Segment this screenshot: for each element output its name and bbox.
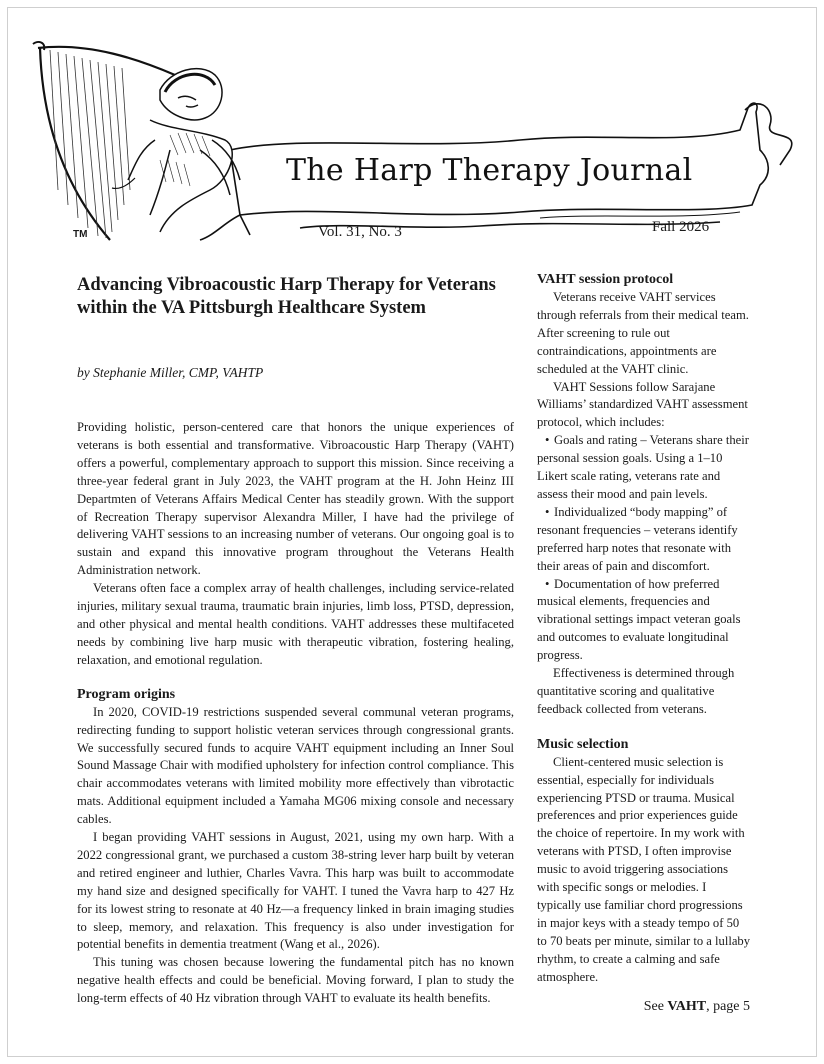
protocol-paragraph-2: VAHT Sessions follow Sarajane Williams’ standardized VAHT assessment protocol, which includes: xyxy=(537,379,748,430)
continued-prefix: See xyxy=(643,998,668,1014)
byline: by Stephanie Miller, CMP, VAHTP xyxy=(77,365,264,380)
article-title-line-2: within the VA Pittsburgh Healthcare System xyxy=(77,298,426,318)
protocol-paragraph-1: Veterans receive VAHT services through referrals from their medical team. After screening to rule out contraindications, appointments are scheduled at the VAHT clinic. xyxy=(537,290,749,376)
bullet-icon: • xyxy=(545,504,550,519)
protocol-bullet-text: Goals and rating – Veterans share their personal session goals. Using a 1–10 Likert scale rating, veterans rate and assess their mood and pain levels. xyxy=(537,433,749,501)
music-paragraph: Client-centered music selection is essential, especially for individuals experiencing PTSD or trauma. Musical preferences and prior experiences guide the choice of repertoire. In my work with veterans with PTSD, I often improvise music to avoid triggering associations with specific songs or melodies. I typically use familiar chord progressions in major keys with a steady tempo of 50 to 70 beats per minute, similar to a lullaby rhythm, to create a calming and safe atmosphere. xyxy=(537,754,750,984)
volume-number: Vol. 31, No. 3 xyxy=(318,224,402,240)
intro-paragraph-1: Providing holistic, person-centered care that honors the unique experiences of veterans is both essential and transformative. Vibroacoustic Harp Therapy (VAHT) offers a powerful, complementary approach to support this mission. Since receiving a three-year federal grant in July 2023, the VAHT program at the H. John Heinz III Departmten of Veterans Affairs Medical Center has steadily grown. With the support of Recreation Therapy supervisor Alexandra Miller, I have had the privilege of delivering VAHT sessions to an increasing number of veterans. Our ongoing goal is to sustain and expand this innovative program throughout the Veterans Health Administration network. xyxy=(77,420,514,578)
origins-paragraph-2: I began providing VAHT sessions in August, 2021, using my own harp. With a 2022 congressional grant, we purchased a custom 38-string lever harp built by veteran and retired engineer and luthier, Charles Vavra. This harp was built to accommodate my hand size and designed specifically for VAHT. I tuned the Vavra harp to 427 Hz for its lowest string to resonate at 40 Hz—a frequency linked in brain imaging studies to sleep, memory, and relaxation. This frequency is also under investigation for potential benefits in dementia treatment (Wang et al., 2026). xyxy=(77,830,514,952)
left-column xyxy=(77,274,514,1008)
bullet-icon: • xyxy=(545,433,550,448)
protocol-bullet xyxy=(537,576,750,666)
protocol-closing: Effectiveness is determined through quantitative scoring and qualitative feedback collected from veterans. xyxy=(537,666,735,716)
protocol-bullet-text: Individualized “body mapping” of resonant frequencies – veterans identify preferred harp notes that resonate with their areas of pain and discomfort. xyxy=(537,504,738,573)
program-origins-heading: Program origins xyxy=(77,686,176,702)
intro-section xyxy=(77,419,514,670)
continued-reference xyxy=(537,999,750,1015)
bullet-icon: • xyxy=(545,576,550,591)
continued-keyword: VAHT xyxy=(667,998,707,1014)
protocol-bullet-text: Documentation of how preferred musical elements, frequencies and vibrational settings impact veteran goals and outcomes to evaluate longitudinal progress. xyxy=(537,576,741,663)
article-title xyxy=(77,274,514,320)
masthead xyxy=(0,0,824,262)
right-column xyxy=(537,271,750,1015)
origins-paragraph-1: In 2020, COVID-19 restrictions suspended several communal veteran programs, redirecting funding to support holistic veteran services through congressional grants. We successfully secured funds to acquire VAHT equipment including an Inner Soul Sound Massage Chair with modified upholstery for infection control compliance. This chair accommodates veterans with limited mobility more effectively than vibrotactic mats. Additional equipment included a Yamaha MG06 mixing console and necessary cables. xyxy=(77,704,514,827)
intro-paragraph-2: Veterans often face a complex array of health challenges, including service-related injuries, military sexual trauma, traumatic brain injuries, limb loss, PTSD, depression, and other physical and mental health conditions. VAHT addresses these multifaceted needs by combining live harp music with therapeutic vibration, fostering healing, relaxation, and emotional regulation. xyxy=(77,581,514,667)
music-selection-heading: Music selection xyxy=(537,736,629,752)
continued-page: , page 5 xyxy=(706,998,750,1014)
trademark-mark: TM xyxy=(73,229,88,240)
session-protocol-heading: VAHT session protocol xyxy=(537,272,674,287)
journal-title: The Harp Therapy Journal xyxy=(286,153,693,188)
protocol-bullet xyxy=(537,504,750,576)
origins-paragraph-3: This tuning was chosen because lowering the fundamental pitch has no known negative health effects and could be beneficial. Moving forward, I plan to study the long-term effects of 40 Hz vibration through VAHT to evaluate its health benefits. xyxy=(77,955,514,1006)
protocol-bullet xyxy=(537,432,750,504)
issue-season: Fall 2026 xyxy=(652,219,710,235)
article-title-line-1: Advancing Vibroacoustic Harp Therapy for Veterans xyxy=(77,275,496,295)
